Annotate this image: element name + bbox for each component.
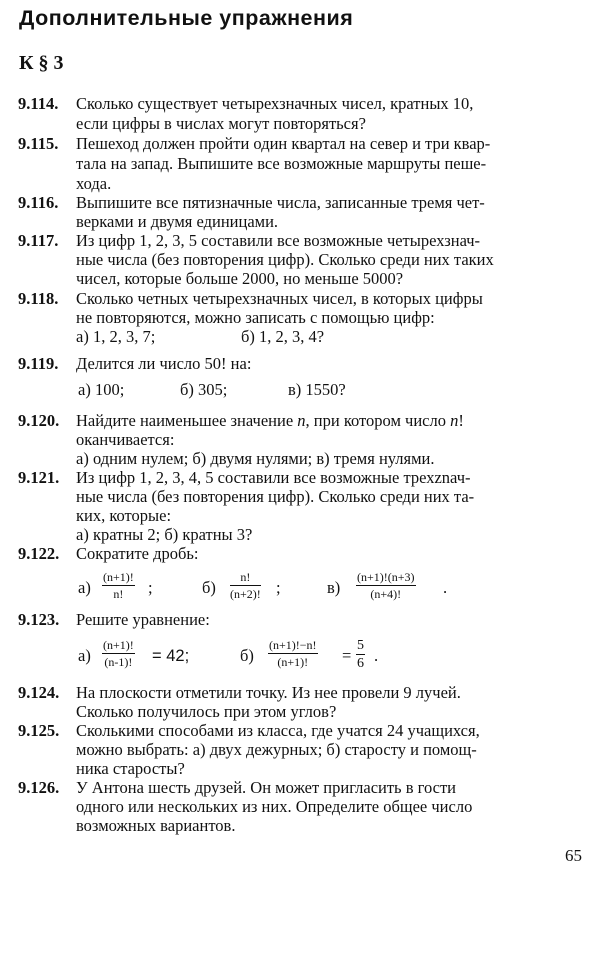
problem-text: ные числа (без повторения цифр). Сколько среди них таких [76, 250, 494, 269]
problem-number: 9.115. [18, 134, 59, 153]
problem-text: чисел, которые больше 2000, но меньше 5000? [76, 269, 404, 288]
problem-number: 9.120. [18, 411, 60, 430]
fraction: $\frac{(n+1)!}{n!}$ [103, 570, 134, 601]
answer-option: а) 1, 2, 3, 7; [76, 327, 156, 346]
answer-option: а) 100; [78, 380, 125, 399]
fraction: $\frac{(n+1)!}{(n-1)!}$ [103, 638, 134, 669]
problem-text: если цифры в числах могут повторяться? [76, 114, 366, 133]
equation-rhs: = 42; [152, 647, 190, 665]
problem-text: Сколько существует четырехзначных чисел, кратных 10, [76, 94, 474, 113]
problem-number: 9.114. [18, 94, 59, 113]
answer-option: б) 1, 2, 3, 4? [241, 327, 325, 346]
problem-text: а) одним нулем; б) двумя нулями; в) тремя нулями. [76, 449, 435, 468]
problem-text: ные числа (без повторения цифр). Сколько среди них та- [76, 487, 475, 506]
fraction: $\frac{(n+1)!-n!}{(n+1)!}$ [269, 638, 317, 669]
problem-text: Сколько четных четырехзначных чисел, в которых цифры [76, 289, 483, 308]
separator: ; [276, 578, 281, 597]
problem-text: одного или нескольких из них. Определите общее число [76, 797, 473, 816]
problem-text: оканчивается: [76, 430, 175, 449]
problem-text: ких, которые: [76, 506, 172, 525]
equals-sign: = [342, 646, 352, 665]
problem-text: не повторяются, можно записать с помощью цифр: [76, 308, 435, 327]
problem-number: 9.125. [18, 721, 60, 740]
problem-number: 9.119. [18, 354, 59, 373]
problem-text: Решите уравнение: [76, 610, 210, 629]
problem-number: 9.122. [18, 544, 60, 563]
problem-text: возможных вариантов. [76, 816, 236, 835]
option-label: б) [202, 578, 216, 597]
problem-text: а) кратны 2; б) кратны 3? [76, 525, 253, 544]
option-label: в) [327, 578, 341, 597]
fraction: $\frac{n!}{(n+2)!}$ [230, 570, 261, 601]
problem-number: 9.117. [18, 231, 59, 250]
section-label: К § 3 [19, 52, 64, 74]
problem-text: Пешеход должен пройти один квартал на север и три квар- [76, 134, 491, 153]
page-number: 65 [565, 846, 582, 865]
problem-text: можно выбрать: а) двух дежурных; б) старосту и помощ- [76, 740, 477, 759]
problem-text: ника старосты? [76, 759, 185, 778]
problem-text: верками и двумя единицами. [76, 212, 279, 231]
problem-number: 9.123. [18, 610, 60, 629]
problem-text: Найдите наименьшее значение n, при котором число n! [76, 411, 464, 430]
problem-text: Из цифр 1, 2, 3, 5 составили все возможные четырехзнач- [76, 231, 481, 250]
answer-option: в) 1550? [288, 380, 346, 399]
option-label: б) [240, 646, 254, 665]
problem-number: 9.124. [18, 683, 60, 702]
option-label: а) [78, 646, 91, 665]
option-label: а) [78, 578, 91, 597]
fraction: $\frac{(n+1)!(n+3)}{(n+4)!}$ [357, 570, 415, 601]
problem-text: Делится ли число 50! на: [76, 354, 252, 373]
problem-text: тала на запад. Выпишите все возможные маршруты пеше- [76, 154, 487, 173]
separator: . [374, 646, 379, 665]
problem-text: Сколькими способами из класса, где учатся 24 учащихся, [76, 721, 480, 740]
problem-number: 9.121. [18, 468, 60, 487]
problem-text: На плоскости отметили точку. Из нее провели 9 лучей. [76, 683, 461, 702]
separator: ; [148, 578, 153, 597]
problem-text: У Антона шесть друзей. Он может пригласить в гости [76, 778, 456, 797]
problem-number: 9.126. [18, 778, 60, 797]
page-title: Дополнительные упражнения [19, 6, 354, 30]
separator: . [443, 578, 448, 597]
problem-text: Из цифр 1, 2, 3, 4, 5 составили все возможные трехznач- [76, 468, 471, 487]
problem-number: 9.118. [18, 289, 59, 308]
problem-text: Сколько получилось при этом углов? [76, 702, 337, 721]
fraction: $\frac{5}{6}$ [357, 638, 364, 671]
problem-text: хода. [76, 174, 112, 193]
problem-text: Сократите дробь: [76, 544, 199, 563]
problem-text: Выпишите все пятизначные числа, записанные тремя чет- [76, 193, 485, 212]
problem-number: 9.116. [18, 193, 59, 212]
answer-option: б) 305; [180, 380, 228, 399]
